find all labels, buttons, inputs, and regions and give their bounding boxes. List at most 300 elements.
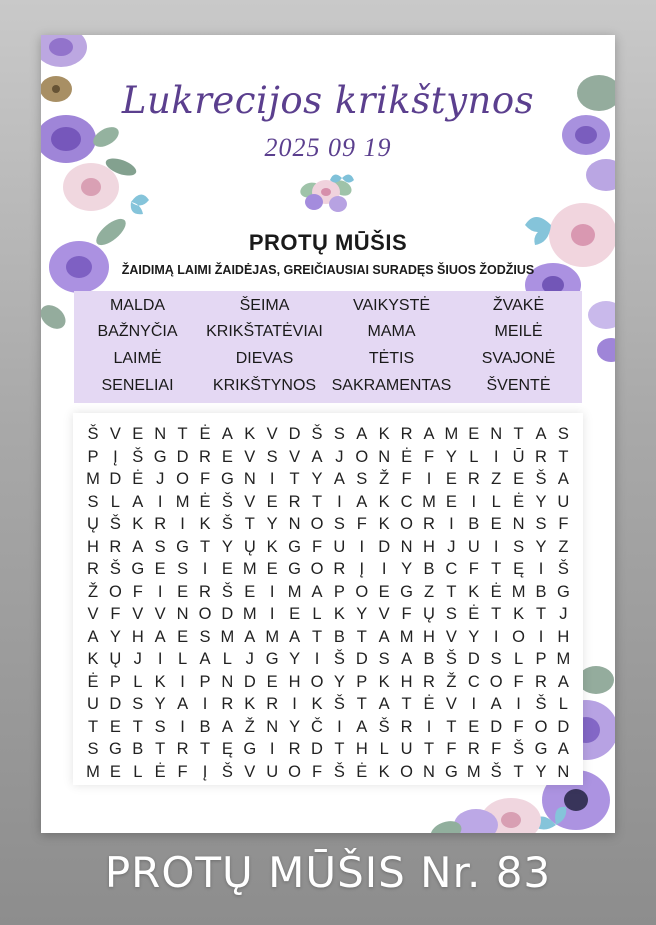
grid-letter[interactable]: A — [132, 492, 144, 511]
grid-letter[interactable]: Z — [491, 470, 502, 488]
grid-letter[interactable]: E — [445, 470, 457, 488]
grid-letter[interactable]: E — [468, 425, 480, 443]
grid-letter[interactable]: A — [311, 447, 323, 466]
grid-letter[interactable]: I — [269, 740, 275, 758]
grid-letter[interactable]: I — [269, 605, 275, 623]
grid-letter[interactable]: D — [109, 470, 122, 488]
grid-letter[interactable]: Į — [202, 762, 208, 781]
grid-letter[interactable]: O — [534, 717, 548, 736]
grid-letter[interactable]: Y — [289, 650, 301, 668]
grid-letter[interactable]: K — [378, 425, 390, 443]
grid-letter[interactable]: M — [86, 762, 100, 781]
grid-letter[interactable]: E — [109, 717, 121, 736]
grid-letter[interactable]: K — [132, 515, 144, 533]
grid-letter[interactable]: S — [333, 425, 345, 443]
grid-letter[interactable]: U — [87, 695, 99, 713]
grid-letter[interactable]: S — [557, 425, 569, 443]
grid-letter[interactable]: N — [490, 425, 503, 443]
grid-letter[interactable]: V — [378, 605, 390, 623]
grid-letter[interactable]: I — [314, 650, 320, 668]
grid-letter[interactable]: L — [133, 762, 143, 781]
grid-letter[interactable]: C — [445, 560, 458, 578]
grid-letter[interactable]: B — [423, 650, 435, 668]
grid-letter[interactable]: Y — [289, 717, 301, 736]
grid-letter[interactable]: A — [356, 492, 368, 511]
grid-letter[interactable]: O — [355, 582, 369, 601]
grid-letter[interactable]: K — [513, 605, 525, 623]
grid-letter[interactable]: O — [310, 560, 324, 578]
grid-letter[interactable]: G — [220, 470, 234, 488]
grid-letter[interactable]: T — [199, 537, 211, 556]
grid-letter[interactable]: M — [242, 605, 257, 623]
grid-letter[interactable]: T — [423, 740, 435, 758]
grid-letter[interactable]: M — [556, 650, 571, 668]
grid-letter[interactable]: S — [535, 515, 547, 533]
grid-letter[interactable]: E — [468, 717, 480, 736]
grid-letter[interactable]: Ė — [132, 470, 144, 488]
grid-letter[interactable]: K — [378, 672, 390, 691]
grid-letter[interactable]: I — [493, 537, 499, 556]
grid-letter[interactable]: R — [467, 740, 480, 758]
grid-letter[interactable]: S — [513, 537, 525, 556]
grid-letter[interactable]: N — [243, 470, 256, 488]
grid-letter[interactable]: V — [132, 605, 144, 623]
grid-letter[interactable]: L — [178, 650, 188, 668]
grid-letter[interactable]: I — [449, 515, 454, 533]
grid-letter[interactable]: Ė — [87, 672, 99, 691]
grid-letter[interactable]: R — [423, 515, 435, 533]
grid-letter[interactable]: M — [399, 627, 414, 646]
grid-letter[interactable]: Ė — [423, 695, 435, 713]
grid-letter[interactable]: J — [335, 447, 344, 466]
grid-letter[interactable]: P — [109, 672, 121, 691]
grid-letter[interactable]: M — [175, 492, 190, 511]
grid-letter[interactable]: N — [423, 762, 435, 781]
grid-letter[interactable]: L — [514, 650, 524, 668]
grid-letter[interactable]: Š — [535, 695, 547, 713]
grid-letter[interactable]: I — [269, 582, 275, 601]
grid-letter[interactable]: L — [491, 492, 501, 511]
grid-letter[interactable]: A — [557, 672, 569, 691]
grid-letter[interactable]: T — [513, 425, 524, 443]
grid-letter[interactable]: A — [557, 470, 569, 488]
grid-letter[interactable]: S — [356, 470, 368, 488]
grid-letter[interactable]: A — [199, 650, 211, 668]
grid-letter[interactable]: K — [244, 425, 256, 443]
grid-letter[interactable]: V — [445, 695, 457, 713]
grid-letter[interactable]: M — [220, 627, 235, 646]
grid-letter[interactable]: K — [244, 695, 256, 713]
grid-letter[interactable]: Į — [113, 447, 118, 466]
grid-letter[interactable]: G — [108, 740, 122, 758]
grid-letter[interactable]: T — [356, 627, 367, 646]
grid-letter[interactable]: T — [87, 717, 99, 736]
grid-letter[interactable]: A — [356, 425, 368, 443]
grid-letter[interactable]: I — [516, 695, 521, 713]
grid-letter[interactable]: S — [378, 650, 390, 668]
grid-letter[interactable]: Y — [535, 762, 547, 781]
grid-letter[interactable]: E — [154, 560, 166, 578]
grid-letter[interactable]: G — [131, 560, 145, 578]
grid-letter[interactable]: N — [288, 515, 301, 533]
grid-letter[interactable]: Š — [535, 470, 547, 488]
grid-letter[interactable]: I — [426, 717, 432, 736]
grid-letter[interactable]: J — [133, 650, 142, 668]
grid-letter[interactable]: T — [132, 717, 143, 736]
grid-letter[interactable]: R — [199, 447, 211, 466]
grid-letter[interactable]: F — [311, 762, 323, 781]
grid-letter[interactable]: Y — [445, 447, 457, 466]
grid-letter[interactable]: G — [265, 650, 279, 668]
grid-letter[interactable]: D — [109, 695, 122, 713]
grid-letter[interactable]: L — [379, 740, 389, 758]
grid-letter[interactable]: D — [490, 717, 503, 736]
grid-letter[interactable]: N — [512, 515, 525, 533]
grid-letter[interactable]: G — [556, 582, 570, 601]
grid-letter[interactable]: I — [493, 627, 499, 646]
grid-letter[interactable]: R — [333, 560, 346, 578]
grid-letter[interactable]: F — [446, 740, 457, 758]
grid-letter[interactable]: Š — [445, 650, 457, 668]
grid-letter[interactable]: C — [467, 672, 480, 691]
grid-letter[interactable]: E — [266, 560, 278, 578]
grid-letter[interactable]: Į — [359, 560, 365, 578]
grid-letter[interactable]: Š — [311, 425, 323, 443]
grid-letter[interactable]: G — [288, 560, 302, 578]
grid-letter[interactable]: O — [400, 762, 414, 781]
grid-letter[interactable]: R — [154, 515, 167, 533]
grid-letter[interactable]: J — [447, 537, 456, 556]
grid-letter[interactable]: U — [400, 740, 413, 758]
grid-letter[interactable]: M — [422, 492, 436, 511]
grid-letter[interactable]: D — [378, 537, 391, 556]
grid-letter[interactable]: T — [535, 605, 547, 623]
grid-letter[interactable]: Š — [221, 762, 233, 781]
grid-letter[interactable]: L — [469, 447, 479, 466]
grid-letter[interactable]: Y — [356, 605, 368, 623]
grid-letter[interactable]: R — [176, 740, 189, 758]
grid-letter[interactable]: G — [243, 740, 257, 758]
grid-letter[interactable]: Ž — [244, 717, 255, 736]
grid-letter[interactable]: O — [108, 582, 122, 601]
grid-letter[interactable]: O — [310, 672, 324, 691]
grid-letter[interactable]: I — [180, 672, 185, 691]
grid-letter[interactable]: Š — [333, 762, 345, 781]
grid-letter[interactable]: Ų — [87, 515, 99, 533]
grid-letter[interactable]: S — [154, 717, 166, 736]
grid-letter[interactable]: A — [132, 537, 144, 556]
grid-letter[interactable]: E — [221, 560, 233, 578]
grid-letter[interactable]: K — [199, 515, 211, 533]
grid-letter[interactable]: S — [132, 695, 144, 713]
grid-letter[interactable]: O — [355, 447, 369, 466]
grid-letter[interactable]: S — [154, 537, 166, 556]
grid-letter[interactable]: Ė — [199, 492, 211, 511]
grid-letter[interactable]: A — [244, 627, 256, 646]
grid-letter[interactable]: A — [356, 717, 368, 736]
grid-letter[interactable]: V — [109, 425, 121, 443]
grid-letter[interactable]: Y — [535, 492, 547, 511]
grid-letter[interactable]: K — [87, 650, 99, 668]
grid-letter[interactable]: J — [559, 605, 568, 623]
grid-letter[interactable]: S — [266, 447, 278, 466]
grid-letter[interactable]: Ė — [154, 762, 166, 781]
grid-letter[interactable]: H — [131, 627, 144, 646]
grid-letter[interactable]: T — [199, 740, 211, 758]
grid-letter[interactable]: Š — [333, 650, 345, 668]
grid-letter[interactable]: I — [359, 537, 365, 556]
grid-letter[interactable]: A — [289, 627, 301, 646]
grid-letter[interactable]: F — [132, 582, 143, 601]
grid-letter[interactable]: U — [266, 762, 279, 781]
grid-letter[interactable]: A — [311, 582, 323, 601]
grid-letter[interactable]: R — [199, 582, 211, 601]
grid-letter[interactable]: K — [378, 762, 390, 781]
grid-letter[interactable]: A — [535, 425, 547, 443]
grid-letter[interactable]: Š — [87, 425, 99, 443]
grid-letter[interactable]: N — [176, 605, 189, 623]
grid-letter[interactable]: K — [468, 582, 480, 601]
grid-letter[interactable]: G — [534, 740, 548, 758]
grid-letter[interactable]: D — [355, 650, 368, 668]
grid-letter[interactable]: I — [157, 492, 163, 511]
grid-letter[interactable]: H — [423, 627, 435, 646]
grid-letter[interactable]: F — [558, 515, 569, 533]
grid-letter[interactable]: Z — [558, 537, 569, 556]
grid-letter[interactable]: A — [378, 695, 390, 713]
grid-letter[interactable]: A — [490, 695, 502, 713]
grid-letter[interactable]: R — [221, 695, 234, 713]
grid-letter[interactable]: I — [157, 650, 163, 668]
grid-letter[interactable]: E — [266, 492, 278, 511]
grid-letter[interactable]: K — [378, 515, 390, 533]
grid-letter[interactable]: G — [176, 537, 190, 556]
grid-letter[interactable]: T — [446, 582, 457, 601]
grid-letter[interactable]: Ę — [513, 560, 525, 578]
grid-letter[interactable]: Ž — [379, 470, 390, 488]
grid-letter[interactable]: M — [242, 560, 257, 578]
grid-letter[interactable]: A — [177, 695, 189, 713]
grid-letter[interactable]: A — [378, 627, 390, 646]
grid-letter[interactable]: N — [154, 425, 167, 443]
grid-letter[interactable]: R — [467, 470, 480, 488]
grid-letter[interactable]: R — [400, 717, 413, 736]
grid-letter[interactable]: E — [177, 627, 189, 646]
grid-letter[interactable]: O — [310, 515, 324, 533]
grid-letter[interactable]: I — [471, 492, 477, 511]
grid-letter[interactable]: Z — [423, 582, 435, 601]
grid-letter[interactable]: Š — [221, 515, 233, 533]
grid-letter[interactable]: G — [288, 537, 302, 556]
grid-letter[interactable]: V — [244, 492, 256, 511]
grid-letter[interactable]: P — [535, 650, 547, 668]
grid-letter[interactable]: K — [311, 695, 323, 713]
grid-letter[interactable]: D — [243, 672, 256, 691]
grid-letter[interactable]: Ų — [423, 605, 435, 623]
grid-letter[interactable]: L — [558, 695, 568, 713]
grid-letter[interactable]: M — [511, 582, 526, 601]
grid-letter[interactable]: P — [333, 582, 345, 601]
grid-letter[interactable]: Ž — [446, 672, 457, 691]
grid-letter[interactable]: R — [400, 425, 413, 443]
grid-letter[interactable]: V — [244, 762, 256, 781]
grid-letter[interactable]: P — [356, 672, 368, 691]
grid-letter[interactable]: D — [221, 605, 234, 623]
grid-letter[interactable]: E — [244, 582, 256, 601]
grid-letter[interactable]: K — [333, 605, 345, 623]
grid-letter[interactable]: S — [199, 627, 211, 646]
grid-letter[interactable]: B — [132, 740, 144, 758]
grid-letter[interactable]: T — [244, 515, 255, 533]
grid-letter[interactable]: D — [288, 425, 301, 443]
grid-letter[interactable]: R — [109, 537, 122, 556]
grid-letter[interactable]: K — [266, 537, 278, 556]
grid-letter[interactable]: M — [287, 582, 302, 601]
grid-letter[interactable]: T — [177, 425, 188, 443]
grid-letter[interactable]: T — [446, 717, 457, 736]
grid-letter[interactable]: Š — [109, 515, 121, 533]
grid-letter[interactable]: A — [221, 717, 233, 736]
grid-letter[interactable]: J — [156, 470, 165, 488]
grid-letter[interactable]: G — [400, 582, 414, 601]
grid-letter[interactable]: Ė — [468, 605, 480, 623]
grid-letter[interactable]: B — [423, 560, 435, 578]
grid-letter[interactable]: Š — [513, 740, 525, 758]
grid-letter[interactable]: T — [311, 627, 323, 646]
grid-letter[interactable]: F — [513, 672, 524, 691]
grid-letter[interactable]: N — [378, 447, 391, 466]
grid-letter[interactable]: S — [333, 515, 345, 533]
grid-letter[interactable]: M — [444, 425, 459, 443]
grid-letter[interactable]: O — [400, 515, 414, 533]
grid-letter[interactable]: T — [558, 447, 569, 466]
grid-letter[interactable]: F — [468, 560, 479, 578]
grid-letter[interactable]: O — [198, 605, 212, 623]
grid-letter[interactable]: R — [266, 695, 279, 713]
grid-letter[interactable]: Ę — [221, 740, 233, 758]
grid-letter[interactable]: Y — [468, 627, 480, 646]
grid-letter[interactable]: I — [471, 695, 477, 713]
grid-letter[interactable]: K — [154, 672, 166, 691]
grid-letter[interactable]: H — [400, 672, 413, 691]
grid-letter[interactable]: D — [176, 447, 189, 466]
grid-letter[interactable]: I — [538, 627, 544, 646]
grid-letter[interactable]: E — [513, 470, 525, 488]
grid-letter[interactable]: I — [202, 560, 208, 578]
grid-letter[interactable]: Y — [109, 627, 121, 646]
grid-letter[interactable]: T — [155, 740, 166, 758]
grid-letter[interactable]: T — [401, 695, 412, 713]
grid-letter[interactable]: T — [491, 605, 502, 623]
grid-letter[interactable]: A — [333, 470, 345, 488]
grid-letter[interactable]: Š — [221, 492, 233, 511]
grid-letter[interactable]: K — [378, 492, 390, 511]
grid-letter[interactable]: E — [378, 582, 390, 601]
grid-letter[interactable]: F — [401, 470, 412, 488]
grid-letter[interactable]: H — [87, 537, 99, 556]
grid-letter[interactable]: Ė — [199, 425, 211, 443]
grid-letter[interactable]: B — [468, 515, 480, 533]
grid-letter[interactable]: R — [87, 560, 99, 578]
grid-letter[interactable]: L — [222, 650, 232, 668]
grid-letter[interactable]: F — [356, 515, 367, 533]
grid-letter[interactable]: H — [423, 537, 435, 556]
grid-letter[interactable]: Y — [221, 537, 233, 556]
grid-letter[interactable]: D — [557, 717, 570, 736]
grid-letter[interactable]: L — [312, 605, 322, 623]
grid-letter[interactable]: F — [110, 605, 121, 623]
grid-letter[interactable]: V — [266, 425, 278, 443]
grid-letter[interactable]: T — [311, 492, 323, 511]
grid-letter[interactable]: Y — [333, 672, 345, 691]
grid-letter[interactable]: D — [311, 740, 323, 758]
grid-letter[interactable]: E — [221, 447, 233, 466]
grid-letter[interactable]: I — [381, 560, 387, 578]
grid-letter[interactable]: I — [180, 717, 185, 736]
grid-letter[interactable]: F — [423, 447, 435, 466]
grid-letter[interactable]: Š — [109, 560, 121, 578]
grid-letter[interactable]: V — [244, 447, 256, 466]
grid-letter[interactable]: D — [467, 650, 480, 668]
grid-letter[interactable]: E — [445, 492, 457, 511]
grid-letter[interactable]: Ų — [109, 650, 122, 668]
grid-letter[interactable]: A — [557, 740, 569, 758]
grid-letter[interactable]: U — [557, 492, 570, 511]
grid-letter[interactable]: F — [491, 740, 502, 758]
grid-letter[interactable]: O — [512, 627, 526, 646]
grid-letter[interactable]: S — [490, 650, 502, 668]
grid-letter[interactable]: R — [288, 740, 301, 758]
grid-letter[interactable]: P — [87, 447, 99, 466]
grid-letter[interactable]: E — [266, 672, 278, 691]
grid-letter[interactable]: R — [288, 492, 301, 511]
grid-letter[interactable]: M — [265, 627, 280, 646]
grid-letter[interactable]: Ė — [401, 447, 413, 466]
grid-letter[interactable]: H — [557, 627, 570, 646]
grid-letter[interactable]: Ė — [513, 492, 525, 511]
grid-letter[interactable]: Š — [333, 695, 345, 713]
grid-letter[interactable]: R — [423, 672, 435, 691]
grid-letter[interactable]: I — [337, 492, 342, 511]
grid-letter[interactable]: A — [401, 650, 413, 668]
grid-letter[interactable]: F — [513, 717, 524, 736]
grid-letter[interactable]: L — [133, 672, 143, 691]
grid-letter[interactable]: E — [177, 582, 189, 601]
grid-letter[interactable]: Ė — [356, 762, 368, 781]
grid-letter[interactable]: T — [334, 740, 345, 758]
grid-letter[interactable]: M — [86, 470, 100, 488]
grid-letter[interactable]: F — [177, 762, 188, 781]
grid-letter[interactable]: Š — [490, 762, 502, 781]
grid-letter[interactable]: C — [400, 492, 413, 511]
grid-letter[interactable]: E — [132, 425, 144, 443]
grid-letter[interactable]: N — [221, 672, 234, 691]
grid-letter[interactable]: Ž — [87, 582, 99, 601]
grid-letter[interactable]: H — [288, 672, 301, 691]
grid-letter[interactable]: L — [110, 492, 120, 511]
grid-letter[interactable]: A — [423, 425, 435, 443]
grid-letter[interactable]: V — [289, 447, 301, 466]
grid-letter[interactable]: H — [355, 740, 368, 758]
grid-letter[interactable]: N — [266, 717, 279, 736]
grid-letter[interactable]: V — [445, 627, 457, 646]
grid-letter[interactable]: Š — [221, 582, 233, 601]
grid-letter[interactable]: Y — [535, 537, 547, 556]
grid-letter[interactable]: Š — [132, 447, 144, 466]
grid-letter[interactable]: I — [426, 470, 432, 488]
grid-letter[interactable]: O — [489, 672, 503, 691]
grid-letter[interactable]: I — [493, 447, 499, 466]
